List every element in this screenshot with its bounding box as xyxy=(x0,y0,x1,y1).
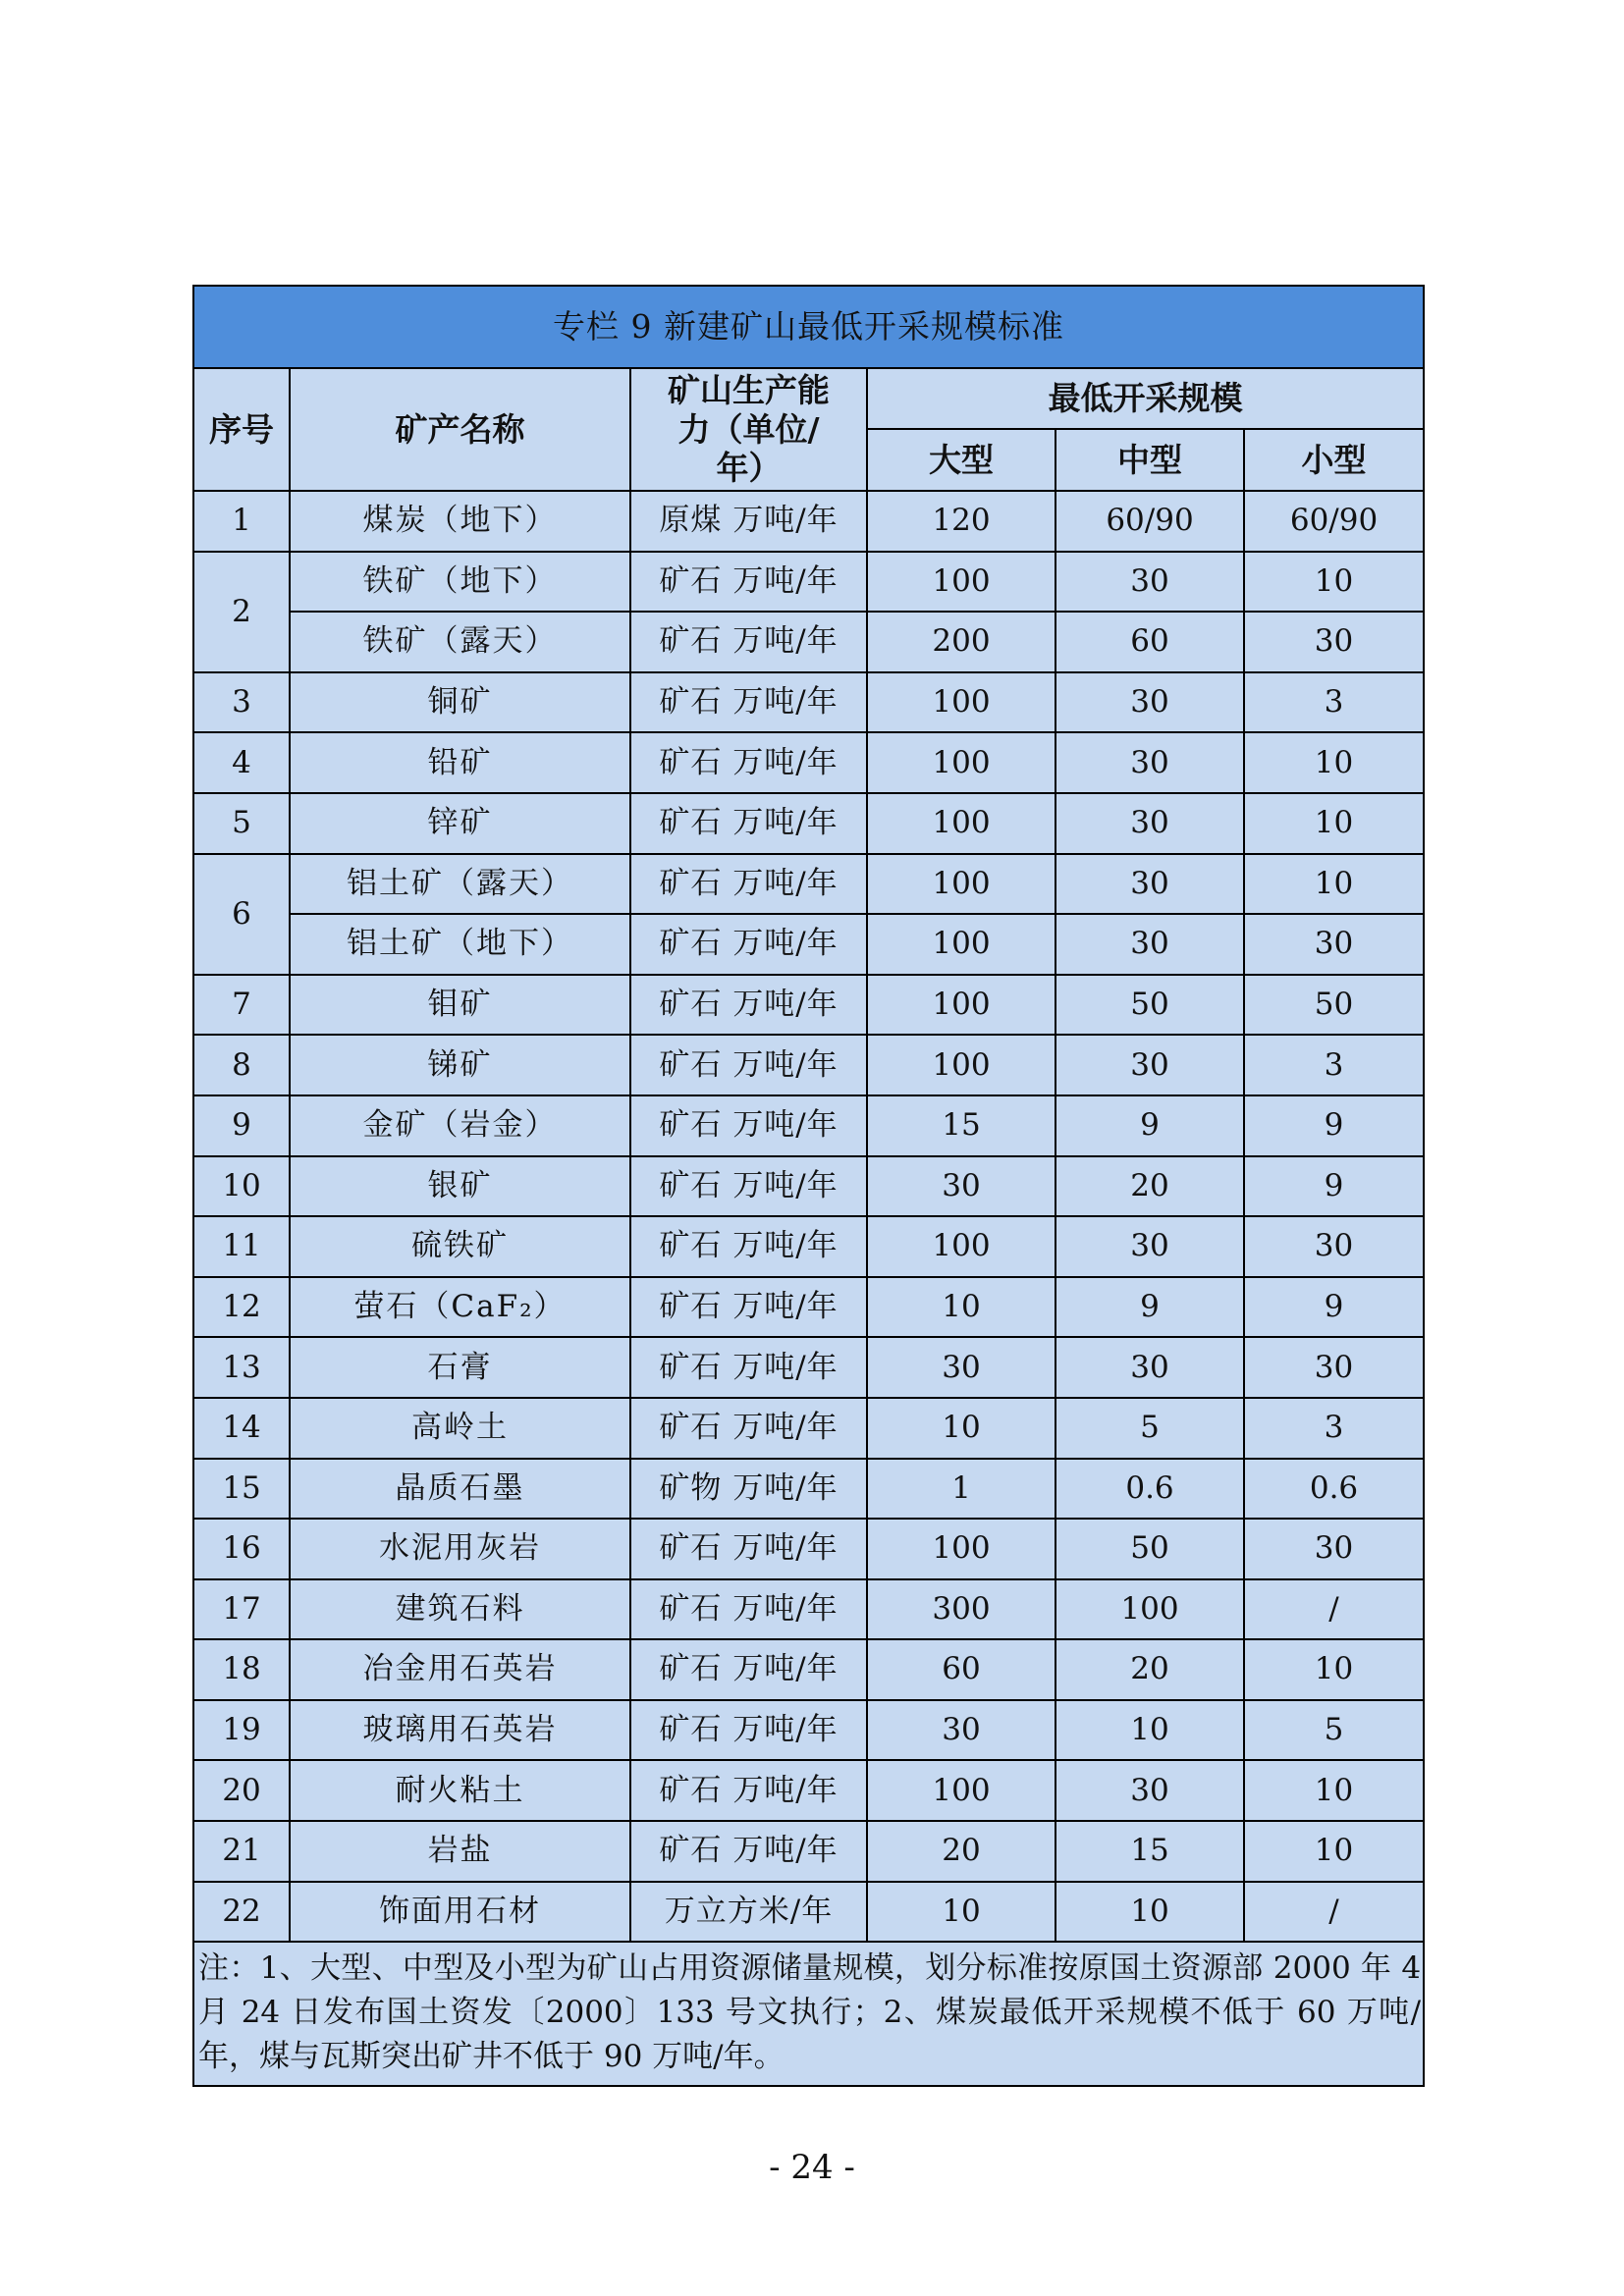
cell-small: 10 xyxy=(1244,1639,1424,1700)
cell-name: 锌矿 xyxy=(290,793,630,854)
table-note: 注：1、大型、中型及小型为矿山占用资源储量规模，划分标准按原国土资源部 2000 年 4 月 24 日发布国土资发〔2000〕133 号文执行；2、煤炭最低开采规模不低于 60 万吨/年，煤与瓦斯突出矿井不低于 90 万吨/年。 xyxy=(193,1942,1424,2086)
header-seq: 序号 xyxy=(193,368,290,491)
cell-seq: 21 xyxy=(193,1821,290,1882)
cell-name: 冶金用石英岩 xyxy=(290,1639,630,1700)
cell-seq: 5 xyxy=(193,793,290,854)
table-row xyxy=(193,1639,1424,1700)
cell-unit: 矿物 万吨/年 xyxy=(630,1459,867,1520)
header-name: 矿产名称 xyxy=(290,368,630,491)
cell-medium: 20 xyxy=(1056,1639,1244,1700)
header-large: 大型 xyxy=(867,429,1056,491)
cell-unit: 矿石 万吨/年 xyxy=(630,672,867,733)
cell-medium: 50 xyxy=(1056,975,1244,1036)
cell-large: 10 xyxy=(867,1882,1056,1943)
header-medium: 中型 xyxy=(1056,429,1244,491)
cell-seq: 10 xyxy=(193,1156,290,1217)
cell-name: 耐火粘土 xyxy=(290,1760,630,1821)
cell-unit: 矿石 万吨/年 xyxy=(630,975,867,1036)
cell-large: 20 xyxy=(867,1821,1056,1882)
cell-name: 铁矿（露天） xyxy=(290,612,630,672)
cell-medium: 0.6 xyxy=(1056,1459,1244,1520)
cell-medium: 30 xyxy=(1056,552,1244,613)
table-row xyxy=(193,1398,1424,1459)
cell-medium: 9 xyxy=(1056,1277,1244,1338)
cell-seq: 16 xyxy=(193,1519,290,1579)
table-row xyxy=(193,1821,1424,1882)
cell-unit: 矿石 万吨/年 xyxy=(630,1760,867,1821)
table-row xyxy=(193,1459,1424,1520)
cell-unit: 万立方米/年 xyxy=(630,1882,867,1943)
cell-unit: 矿石 万吨/年 xyxy=(630,1277,867,1338)
cell-unit: 矿石 万吨/年 xyxy=(630,1156,867,1217)
cell-small: 9 xyxy=(1244,1277,1424,1338)
mining-scale-table xyxy=(192,285,1425,2087)
cell-small: 3 xyxy=(1244,1035,1424,1095)
cell-seq: 7 xyxy=(193,975,290,1036)
table-row xyxy=(193,552,1424,613)
cell-small: 30 xyxy=(1244,914,1424,975)
cell-medium: 60 xyxy=(1056,612,1244,672)
cell-small: 5 xyxy=(1244,1700,1424,1761)
cell-small: 10 xyxy=(1244,854,1424,915)
cell-seq: 15 xyxy=(193,1459,290,1520)
table-row xyxy=(193,1882,1424,1943)
cell-seq: 11 xyxy=(193,1216,290,1277)
cell-small: 10 xyxy=(1244,1821,1424,1882)
cell-small: 9 xyxy=(1244,1156,1424,1217)
cell-seq: 20 xyxy=(193,1760,290,1821)
cell-large: 200 xyxy=(867,612,1056,672)
table-row xyxy=(193,1579,1424,1640)
table-title: 专栏 9 新建矿山最低开采规模标准 xyxy=(193,286,1424,368)
header-min-scale: 最低开采规模 xyxy=(867,368,1424,429)
cell-small: 30 xyxy=(1244,1216,1424,1277)
cell-unit: 矿石 万吨/年 xyxy=(630,1821,867,1882)
cell-name: 铅矿 xyxy=(290,732,630,793)
cell-unit: 矿石 万吨/年 xyxy=(630,1095,867,1156)
cell-seq: 3 xyxy=(193,672,290,733)
cell-small: 30 xyxy=(1244,1519,1424,1579)
cell-large: 100 xyxy=(867,914,1056,975)
cell-name: 煤炭（地下） xyxy=(290,491,630,552)
cell-medium: 100 xyxy=(1056,1579,1244,1640)
cell-unit: 矿石 万吨/年 xyxy=(630,612,867,672)
table-row xyxy=(193,1337,1424,1398)
cell-large: 30 xyxy=(867,1700,1056,1761)
page-number: - 24 - xyxy=(769,2148,855,2187)
cell-medium: 30 xyxy=(1056,1337,1244,1398)
cell-name: 岩盐 xyxy=(290,1821,630,1882)
cell-large: 300 xyxy=(867,1579,1056,1640)
table-row xyxy=(193,732,1424,793)
table-row xyxy=(193,491,1424,552)
cell-large: 15 xyxy=(867,1095,1056,1156)
cell-seq: 13 xyxy=(193,1337,290,1398)
cell-medium: 30 xyxy=(1056,854,1244,915)
cell-small: 10 xyxy=(1244,793,1424,854)
cell-name: 铜矿 xyxy=(290,672,630,733)
cell-medium: 10 xyxy=(1056,1700,1244,1761)
cell-seq: 12 xyxy=(193,1277,290,1338)
cell-medium: 5 xyxy=(1056,1398,1244,1459)
cell-medium: 30 xyxy=(1056,1035,1244,1095)
cell-name: 银矿 xyxy=(290,1156,630,1217)
cell-medium: 30 xyxy=(1056,1760,1244,1821)
cell-unit: 矿石 万吨/年 xyxy=(630,552,867,613)
table-row xyxy=(193,793,1424,854)
cell-large: 120 xyxy=(867,491,1056,552)
cell-name: 铝土矿（地下） xyxy=(290,914,630,975)
cell-small: 60/90 xyxy=(1244,491,1424,552)
header-capacity: 矿山生产能力（单位/年） xyxy=(630,368,867,491)
cell-unit: 矿石 万吨/年 xyxy=(630,854,867,915)
cell-medium: 30 xyxy=(1056,1216,1244,1277)
cell-seq: 18 xyxy=(193,1639,290,1700)
table-row xyxy=(193,612,1424,672)
cell-small: 3 xyxy=(1244,1398,1424,1459)
cell-large: 10 xyxy=(867,1398,1056,1459)
table-row xyxy=(193,672,1424,733)
cell-medium: 20 xyxy=(1056,1156,1244,1217)
table-row xyxy=(193,1095,1424,1156)
cell-large: 10 xyxy=(867,1277,1056,1338)
cell-name: 水泥用灰岩 xyxy=(290,1519,630,1579)
cell-medium: 50 xyxy=(1056,1519,1244,1579)
cell-name: 玻璃用石英岩 xyxy=(290,1700,630,1761)
cell-small: 10 xyxy=(1244,552,1424,613)
cell-large: 100 xyxy=(867,975,1056,1036)
cell-large: 100 xyxy=(867,552,1056,613)
cell-seq: 1 xyxy=(193,491,290,552)
cell-large: 30 xyxy=(867,1156,1056,1217)
cell-unit: 矿石 万吨/年 xyxy=(630,793,867,854)
cell-unit: 矿石 万吨/年 xyxy=(630,914,867,975)
table-row xyxy=(193,1519,1424,1579)
cell-name: 饰面用石材 xyxy=(290,1882,630,1943)
cell-name: 晶质石墨 xyxy=(290,1459,630,1520)
cell-unit: 矿石 万吨/年 xyxy=(630,1639,867,1700)
cell-name: 萤石（CaF₂） xyxy=(290,1277,630,1338)
cell-small: 10 xyxy=(1244,1760,1424,1821)
cell-unit: 矿石 万吨/年 xyxy=(630,1216,867,1277)
cell-large: 30 xyxy=(867,1337,1056,1398)
cell-small: 0.6 xyxy=(1244,1459,1424,1520)
cell-small: 30 xyxy=(1244,612,1424,672)
cell-name: 建筑石料 xyxy=(290,1579,630,1640)
cell-medium: 10 xyxy=(1056,1882,1244,1943)
cell-unit: 矿石 万吨/年 xyxy=(630,1700,867,1761)
cell-large: 100 xyxy=(867,854,1056,915)
cell-seq: 4 xyxy=(193,732,290,793)
cell-unit: 矿石 万吨/年 xyxy=(630,1035,867,1095)
cell-seq: 17 xyxy=(193,1579,290,1640)
cell-seq: 2 xyxy=(193,552,290,672)
cell-name: 硫铁矿 xyxy=(290,1216,630,1277)
cell-medium: 30 xyxy=(1056,672,1244,733)
cell-medium: 9 xyxy=(1056,1095,1244,1156)
cell-small: / xyxy=(1244,1882,1424,1943)
cell-large: 100 xyxy=(867,793,1056,854)
cell-name: 铝土矿（露天） xyxy=(290,854,630,915)
table-row xyxy=(193,914,1424,975)
cell-name: 高岭土 xyxy=(290,1398,630,1459)
table-row xyxy=(193,975,1424,1036)
cell-unit: 矿石 万吨/年 xyxy=(630,1337,867,1398)
table-note-row xyxy=(193,1942,1424,2086)
table-row xyxy=(193,1277,1424,1338)
cell-name: 锑矿 xyxy=(290,1035,630,1095)
cell-medium: 15 xyxy=(1056,1821,1244,1882)
cell-seq: 8 xyxy=(193,1035,290,1095)
cell-medium: 30 xyxy=(1056,732,1244,793)
cell-seq: 6 xyxy=(193,854,290,975)
cell-name: 石膏 xyxy=(290,1337,630,1398)
cell-name: 钼矿 xyxy=(290,975,630,1036)
table-row xyxy=(193,854,1424,915)
cell-unit: 原煤 万吨/年 xyxy=(630,491,867,552)
cell-unit: 矿石 万吨/年 xyxy=(630,1519,867,1579)
cell-large: 60 xyxy=(867,1639,1056,1700)
cell-small: 9 xyxy=(1244,1095,1424,1156)
cell-small: / xyxy=(1244,1579,1424,1640)
cell-large: 100 xyxy=(867,732,1056,793)
cell-small: 3 xyxy=(1244,672,1424,733)
cell-medium: 30 xyxy=(1056,793,1244,854)
cell-large: 100 xyxy=(867,1519,1056,1579)
cell-unit: 矿石 万吨/年 xyxy=(630,1398,867,1459)
table-row xyxy=(193,1700,1424,1761)
table-row xyxy=(193,1760,1424,1821)
cell-medium: 60/90 xyxy=(1056,491,1244,552)
cell-name: 铁矿（地下） xyxy=(290,552,630,613)
cell-name: 金矿（岩金） xyxy=(290,1095,630,1156)
cell-small: 30 xyxy=(1244,1337,1424,1398)
table-row xyxy=(193,1156,1424,1217)
cell-small: 10 xyxy=(1244,732,1424,793)
cell-seq: 19 xyxy=(193,1700,290,1761)
cell-medium: 30 xyxy=(1056,914,1244,975)
cell-small: 50 xyxy=(1244,975,1424,1036)
cell-large: 100 xyxy=(867,1760,1056,1821)
header-small: 小型 xyxy=(1244,429,1424,491)
cell-large: 100 xyxy=(867,1035,1056,1095)
cell-seq: 14 xyxy=(193,1398,290,1459)
cell-large: 100 xyxy=(867,672,1056,733)
cell-seq: 9 xyxy=(193,1095,290,1156)
cell-unit: 矿石 万吨/年 xyxy=(630,732,867,793)
cell-large: 100 xyxy=(867,1216,1056,1277)
cell-unit: 矿石 万吨/年 xyxy=(630,1579,867,1640)
table-row xyxy=(193,1035,1424,1095)
table-row xyxy=(193,1216,1424,1277)
cell-large: 1 xyxy=(867,1459,1056,1520)
cell-seq: 22 xyxy=(193,1882,290,1943)
